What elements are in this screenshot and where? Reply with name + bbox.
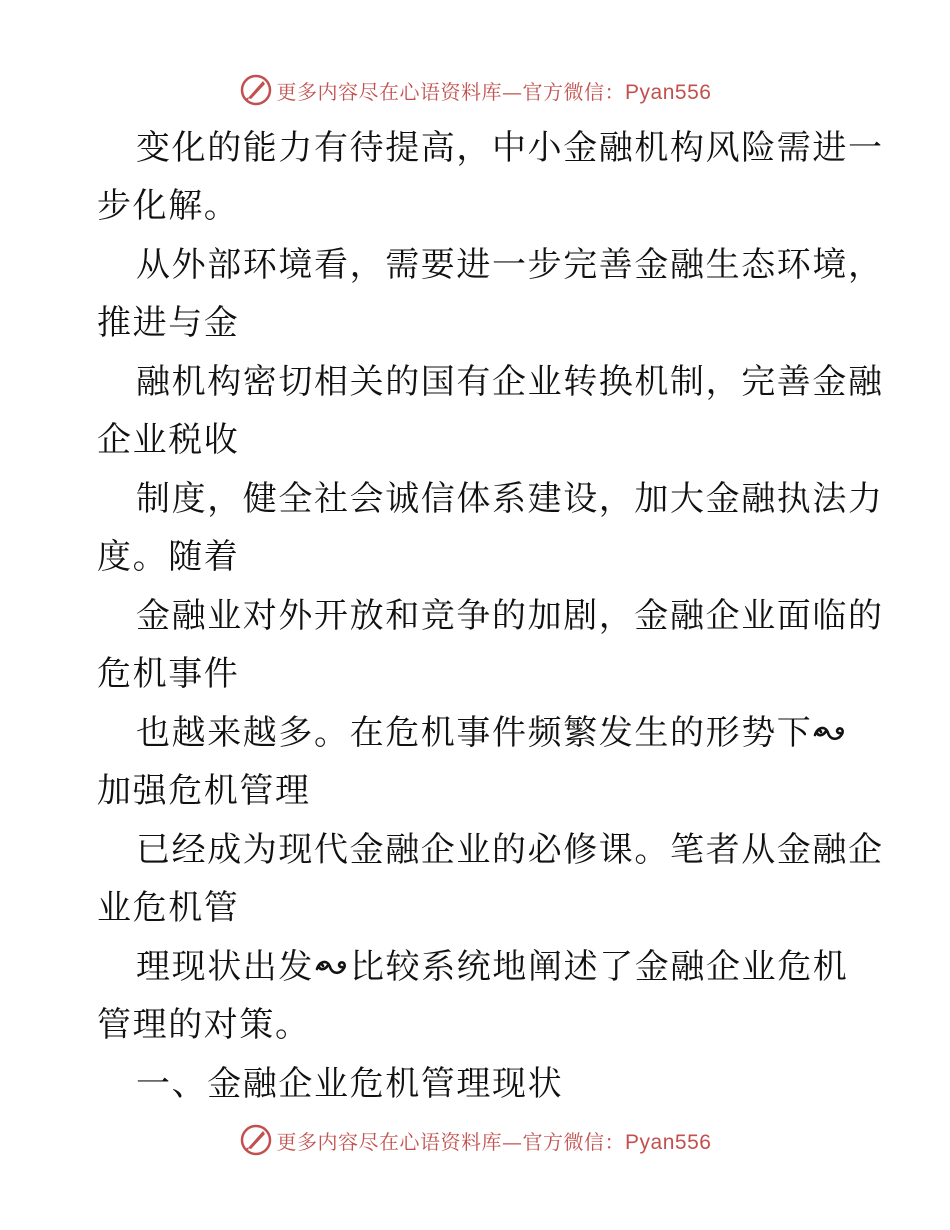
- watermark-wechat-id: Pyan556: [625, 80, 712, 104]
- paragraph-line: 企业税收: [97, 420, 240, 460]
- paragraph-line: 加强危机管理: [97, 771, 311, 811]
- header-watermark: [0, 70, 950, 110]
- ornament-separator-icon: [812, 721, 848, 747]
- paragraph-line: 管理的对策。: [97, 1005, 311, 1045]
- paragraph-line: 度。随着: [97, 537, 240, 577]
- watermark-wechat-id: Pyan556: [625, 1130, 712, 1154]
- section-heading: 一、金融企业危机管理现状: [136, 1064, 564, 1104]
- paragraph-line: 危机事件: [97, 654, 240, 694]
- feather-pen-seal-icon: [239, 73, 273, 107]
- feather-pen-seal-icon: [239, 1123, 273, 1157]
- paragraph-line: 也越来越多。在危机事件频繁发生的形势下: [136, 713, 848, 753]
- paragraph-line: 步化解。: [97, 186, 240, 226]
- paragraph-line: 推进与金: [97, 303, 240, 343]
- footer-watermark: [0, 1120, 950, 1160]
- paragraph-line: 从外部环境看，需要进一步完善金融生态环境，: [136, 245, 884, 285]
- paragraph-line: 变化的能力有待提高，中小金融机构风险需进一: [136, 128, 884, 168]
- ornament-separator-icon: [314, 955, 350, 981]
- paragraph-line: 已经成为现代金融企业的必修课。笔者从金融企: [136, 830, 884, 870]
- watermark-text: 更多内容尽在心语资料库—官方微信：Pyan556: [276, 1129, 712, 1154]
- paragraph-line: 业危机管: [97, 888, 240, 928]
- paragraph-line: 融机构密切相关的国有企业转换机制，完善金融: [136, 362, 884, 402]
- paragraph-line: 金融业对外开放和竞争的加剧，金融企业面临的: [136, 596, 884, 636]
- watermark-text: 更多内容尽在心语资料库—官方微信：Pyan556: [276, 79, 712, 104]
- paragraph-line: 理现状出发 比较系统地阐述了金融企业危机: [136, 947, 849, 987]
- paragraph-line: 制度，健全社会诚信体系建设，加大金融执法力: [136, 479, 884, 519]
